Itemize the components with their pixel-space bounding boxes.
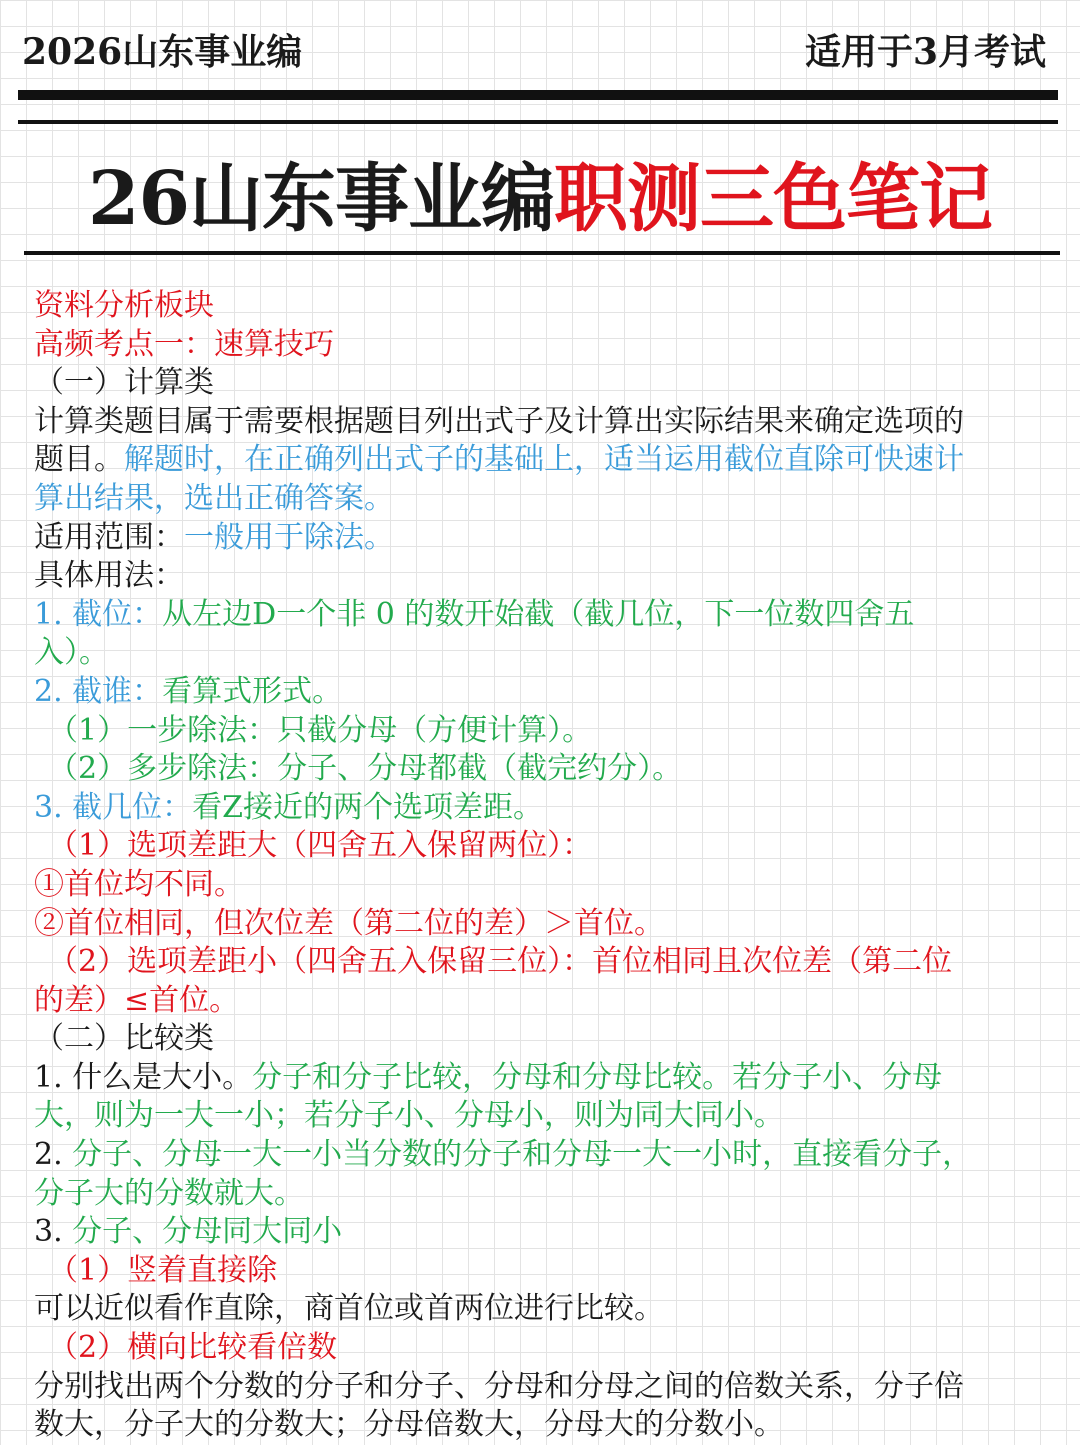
note-line xyxy=(34,789,1044,828)
note-line xyxy=(34,1290,1044,1329)
note-segment: 高频考点一：速算技巧 xyxy=(34,326,334,362)
note-line xyxy=(34,866,1044,905)
note-line xyxy=(34,750,1044,789)
note-segment: 题目。 xyxy=(34,442,124,478)
note-segment: 大，则为一大一小；若分子小、分母小，则为同大同小。 xyxy=(34,1098,784,1134)
note-line xyxy=(34,1213,1044,1252)
note-segment: 具体用法： xyxy=(34,558,184,594)
note-line xyxy=(34,557,1044,596)
note-segment: 看Z接近的两个选项差距。 xyxy=(192,789,544,825)
note-segment: 分子大的分数就大。 xyxy=(34,1175,304,1211)
note-line xyxy=(34,905,1044,944)
note-line xyxy=(34,287,1044,326)
note-segment: 解题时，在正确列出式子的基础上，适当运用截位直除可快速计 xyxy=(124,442,964,478)
page-title xyxy=(0,140,1080,246)
note-line xyxy=(34,673,1044,712)
note-segment: （1）竖着直接除 xyxy=(48,1252,278,1288)
note-line xyxy=(34,1329,1044,1368)
note-line xyxy=(34,364,1044,403)
note-line xyxy=(34,403,1044,442)
note-segment: 分别找出两个分数的分子和分子、分母和分母之间的倍数关系，分子倍 xyxy=(34,1368,964,1404)
note-line xyxy=(34,712,1044,751)
notes-body xyxy=(34,287,1044,1445)
note-segment: （2）多步除法：分子、分母都截（截完约分）。 xyxy=(48,751,683,787)
note-segment: 计算类题目属于需要根据题目列出式子及计算出实际结果来确定选项的 xyxy=(34,403,964,439)
note-segment: 分子、分母同大同小 xyxy=(72,1214,343,1250)
header-left-label: 2026山东事业编 xyxy=(22,31,303,73)
note-line xyxy=(34,1406,1044,1445)
note-segment: （二）比较类 xyxy=(34,1021,214,1057)
note-segment: 适用范围： xyxy=(34,519,184,555)
note-segment: （一）计算类 xyxy=(34,365,214,401)
note-segment: 2. xyxy=(34,1137,73,1173)
note-line xyxy=(34,634,1044,673)
note-line xyxy=(34,982,1044,1021)
note-line xyxy=(34,943,1044,982)
note-line xyxy=(34,1097,1044,1136)
note-segment: （2）选项差距小（四舍五入保留三位）：首位相同且次位差（第二位 xyxy=(48,944,953,980)
note-line xyxy=(34,1175,1044,1214)
note-line xyxy=(34,326,1044,365)
note-segment: 数大，分子大的分数大；分母倍数大，分母大的分数小。 xyxy=(34,1407,784,1443)
note-segment: 从左边D一个非 0 的数开始截（截几位，下一位数四舍五 xyxy=(162,596,915,632)
title-divider xyxy=(24,251,1060,255)
note-line xyxy=(34,519,1044,558)
note-line xyxy=(34,827,1044,866)
note-line xyxy=(34,1059,1044,1098)
note-segment: 分子、分母一大一小当分数的分子和分母一大一小时，直接看分子， xyxy=(72,1137,973,1173)
note-segment: 1. 什么是大小。 xyxy=(34,1059,253,1095)
note-segment: （1）选项差距大（四舍五入保留两位）： xyxy=(48,828,593,864)
note-line xyxy=(34,480,1044,519)
page-title-black: 26山东事业编 xyxy=(88,156,554,242)
note-segment: 一般用于除法。 xyxy=(184,519,394,555)
note-segment: 的差）≤首位。 xyxy=(34,982,240,1018)
note-segment: 3. 截几位： xyxy=(34,789,193,825)
note-segment: 算出结果，选出正确答案。 xyxy=(34,480,394,516)
note-segment: （2）横向比较看倍数 xyxy=(48,1330,338,1366)
note-line xyxy=(34,1252,1044,1291)
note-segment: 2. 截谁： xyxy=(34,673,163,709)
header-right-label: 适用于3月考试 xyxy=(804,31,1046,73)
note-segment: 1. 截位： xyxy=(34,596,163,632)
note-segment: ①首位均不同。 xyxy=(34,866,244,902)
header-thick-divider xyxy=(18,90,1058,100)
note-segment: （1）一步除法：只截分母（方便计算）。 xyxy=(48,712,593,748)
note-segment: ②首位相同，但次位差（第二位的差）＞首位。 xyxy=(34,905,664,941)
note-line xyxy=(34,1020,1044,1059)
note-line xyxy=(34,596,1044,635)
note-segment: 看算式形式。 xyxy=(162,673,343,709)
note-segment: 资料分析板块 xyxy=(34,288,214,323)
note-segment: 入）。 xyxy=(34,635,109,671)
header-thin-divider xyxy=(18,120,1058,124)
page-title-red: 职测三色笔记 xyxy=(553,156,992,242)
note-line xyxy=(34,441,1044,480)
note-line xyxy=(34,1136,1044,1175)
note-segment: 分子和分子比较，分母和分母比较。若分子小、分母 xyxy=(252,1059,943,1095)
note-line xyxy=(34,1368,1044,1407)
note-segment: 3. xyxy=(34,1214,73,1250)
note-segment: 可以近似看作直除，商首位或首两位进行比较。 xyxy=(34,1291,664,1327)
